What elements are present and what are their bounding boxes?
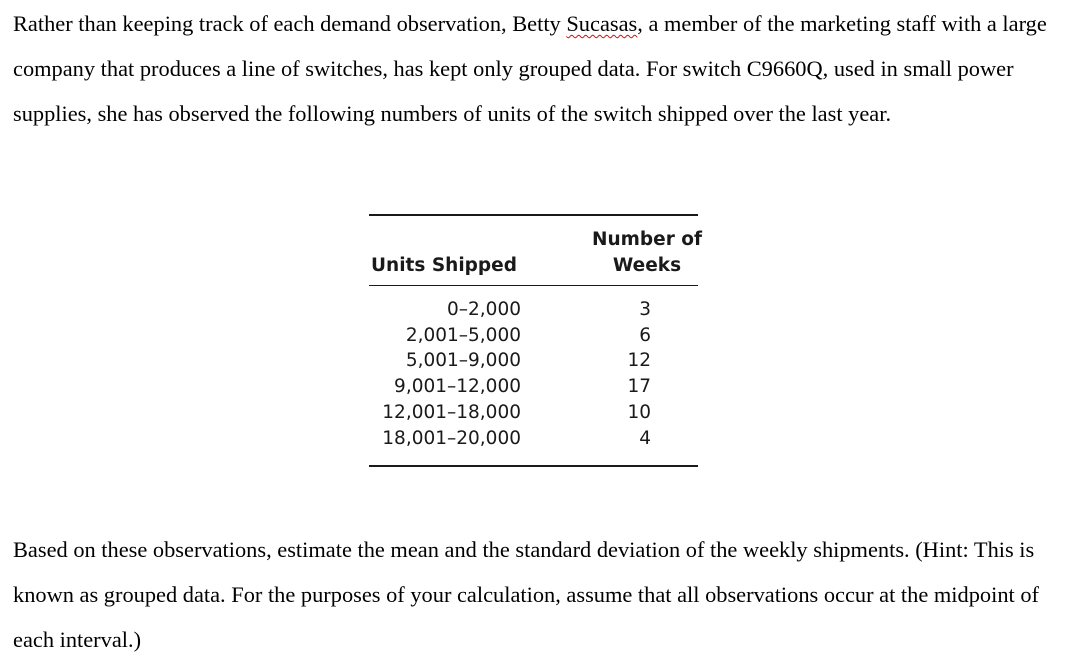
table-cell-units: 2,001–5,000 — [405, 324, 521, 346]
weeks-column-header — [571, 227, 723, 278]
intro-text-end: , a member of the marketing staff with a large company that produces a line of switches, has kept only grouped data. For switch C9660Q, used in small power supplies, she has observed the following numbers of units of the switch shipped over the last year. — [13, 11, 1047, 126]
units-column — [369, 297, 521, 451]
table-cell-weeks: 6 — [639, 324, 651, 346]
table-cell-units: 12,001–18,000 — [382, 401, 521, 423]
table-cell-units: 0–2,000 — [447, 299, 521, 320]
spellcheck-flagged-name[interactable]: Sucasas — [566, 11, 638, 36]
intro-paragraph — [13, 1, 1073, 136]
table-bottom-rule — [369, 465, 698, 467]
table-cell-weeks: 4 — [639, 427, 651, 449]
table-cell-weeks: 3 — [639, 299, 651, 320]
table-cell-units: 18,001–20,000 — [382, 427, 521, 449]
table-cell-weeks: 12 — [627, 350, 651, 372]
table-top-rule — [369, 214, 698, 216]
table-cell-weeks: 17 — [627, 376, 651, 398]
intro-text-start: Rather than keeping track of each demand observation, Betty — [13, 11, 567, 36]
table-cell-units: 5,001–9,000 — [405, 350, 521, 372]
weeks-header-line-2: Weeks — [612, 254, 682, 276]
weeks-column — [600, 297, 651, 451]
question-paragraph: Based on these observations, estimate the mean and the standard deviation of the weekly shipments. (Hint: This is known as grouped data. For the purposes of your calculation, assume that all observations occur at the midpoint of each interval.) — [13, 537, 1039, 652]
units-column-header: Units Shipped — [371, 255, 517, 276]
weeks-header-line-1: Number of — [591, 229, 703, 250]
table-cell-units: 9,001–12,000 — [394, 376, 521, 398]
table-cell-weeks: 10 — [627, 401, 651, 423]
header-divider-rule — [369, 285, 698, 286]
